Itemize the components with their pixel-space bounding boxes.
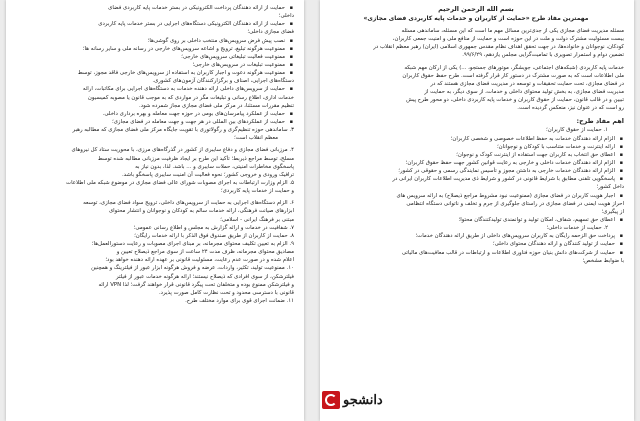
text-line: ۱۱. ضمانت اجرای قوی برای موارد مختلف طرح. bbox=[185, 297, 294, 304]
text-line: تنظیم مقررات مستثنا، در مرکز ملی فضای مجازی مجاز شمرده شود. bbox=[139, 102, 294, 109]
list-item: ▪ پاسخگویی تلفنی مطابق با شرایط قانونی در کشور و شرایط ذی مدیریت اطلاعات کاربران ایرانی در bbox=[328, 175, 624, 183]
list-item: ▪ اجبار هویت کاربران در فضای مجازی (ممنوعیت نبود مشروط مراجع ذیصلاح) به ارائه سرویس های bbox=[328, 192, 624, 200]
intro-line: تضمین دوام و استمرار تصویری با تمامیت‌گرایی مجلس یازدهم، ۹۹/۶/۲۹. bbox=[462, 52, 624, 59]
list-item: احراز هویت ایمنی در فضای مجازی در راستای جلوگیری از جرم و تخلف و ناتوانی دستگاه انتظامی bbox=[406, 200, 624, 207]
text-line: ▪ حمایت از سرویس‌های داخلی ارائه دهنده خدمات به دستگاه‌های اجرایی برای مکاتبات، ارائه bbox=[14, 85, 294, 93]
left-page bbox=[6, 0, 304, 421]
text-line: ۴. مرزبانی فضای مجازی و دفاع سایبری از کشور در گذرگاه‌های مرزی، با محوریت ستاد کل نیروهای bbox=[71, 147, 294, 154]
text-line: داخلی؛ bbox=[278, 13, 294, 20]
text-line: ۷. شفافیت در خدمات و ارائه گزارش به مجلس و اطلاع رسانی عمومی؛ bbox=[133, 224, 294, 231]
text-line: و فیلترشکن ممنوع بوده و متخلفان تحت پیگرد قانونی قرار خواهند گرفت؛ لذا VPN ارائه bbox=[98, 281, 294, 288]
text-line: مسلح، توسط مراجع ذیربط؛ تأکید این طرح بر ایجاد ظرفیت مرزبانی مطالبه شده توسط bbox=[97, 155, 294, 162]
intro-line: در فضای مجازی، تحت حمایت تحقیقات و توسعه در مدیریت فضای مجازی هستند که در bbox=[430, 80, 624, 87]
text-line: ▪ ممنوعیت هرگونه دعوت و اجبار کاربران به استفاده از سرویس‌های خارجی فاقد مجوز، توسط bbox=[14, 69, 294, 77]
text-line: ▪ ممنوعیت هرگونه تبلیغ، ترویج و اشاعه سرویس‌های خارجی در رسانه ملی و سایر رسانه ها؛ bbox=[14, 45, 294, 53]
text-line: ۶. الزام دستگاه‌های اجرایی به حمایت از سرویس‌های داخلی، ترویج سواد فضای مجازی، توسعه bbox=[83, 200, 294, 207]
text-line: ▪ حمایت از ارائه دهندگان پرداخت الکترونیکی در بستر خدمات پایه کاربردی فضای bbox=[14, 4, 294, 12]
text-line: فیلترشکن، از سوی افرادی که ذیصلاح نیستند؛ ارائه هرگونه خدمات عبور از فیلتر bbox=[116, 273, 294, 280]
provisions-list bbox=[328, 126, 624, 264]
right-page-text bbox=[320, 0, 634, 265]
list-item: با ضوابط مشخص؛ bbox=[582, 257, 624, 264]
right-page bbox=[320, 0, 634, 421]
text-line: مصادیق محتوای مجرمانه، ظرف مدت ۲۴ ساعت از سوی مراجع ذیصلاح تعیین و bbox=[116, 249, 294, 256]
text-line: ▪ حمایت از ارائه دهندگان الکترونیکی دستگاه‌های اجرایی در بستر خدمات پایه کاربردی bbox=[14, 20, 294, 28]
text-line: پاسخگوی مخاطرات امنیتی، حملات سایبری و ... باشد. لذا، بدون نیاز به bbox=[135, 163, 294, 170]
intro-line: خدمات پایه کاربردی (شبکه‌های اجتماعی، جویشگر، موتورهای جستجو، ...) یکی از ارکان مهم شبکه bbox=[404, 64, 624, 71]
list-item: ▪ اعطای حق انتخاب به کاربران جهت استفاده از اینترنت کودک و نوجوان؛ bbox=[328, 151, 624, 159]
list-item: ▪ ارائه اینترنت و خدمات متناسب با کودکان و نوجوانان؛ bbox=[328, 143, 624, 151]
left-page-text bbox=[6, 0, 304, 305]
list-item: داخل کشور؛ bbox=[596, 184, 624, 191]
text-line: ابزارهای صیانت فرهنگی، ارائه خدمات سالم به کودکان و نوجوانان و انتشار محتوای bbox=[108, 208, 294, 215]
text-line: ترافیک ورودی و خروجی کشور؛ نحوه فعالیت آن امنیت سایبری پاسخگو باشد. bbox=[121, 171, 294, 178]
text-line: و حمایت از خدمات پایه کاربردی؛ bbox=[220, 188, 294, 195]
list-item: ▪ الزام ارائه دهندگان خدمات به حفظ اطلاعات خصوصی و شخصی کاربران؛ bbox=[328, 135, 624, 143]
list-item: ▪ الزام ارائه دهندگان خدمات داخلی و خارجی به رعایت قوانین کشور جهت حفظ حقوق کاربران؛ bbox=[328, 159, 624, 167]
intro-line: کودکان، نوجوانان و خانواده‌ها، در جهت تحقق اهداف نظام مقدس جمهوری اسلامی (ایران) رهبر معظم انقلاب در bbox=[373, 44, 624, 51]
watermark-logo bbox=[322, 391, 383, 409]
list-item: ▪ حمایت از تولید کنندگان و ارائه دهندگان محتوای داخلی؛ bbox=[328, 240, 624, 248]
text-line: ▪ نصب پیش فرض سرویس‌های منتخب داخلی بر روی گوشی‌ها؛ bbox=[14, 37, 294, 45]
text-line: قانونی با دسترسی محدود و تحت نظارت کامل صورت پذیرد. bbox=[158, 289, 294, 296]
intro-paragraph bbox=[328, 27, 624, 112]
intro-line: مدیریت فضای مجازی، به بخش تولید محتوای داخلی و خدمات، از سوی دیگر، به حمایت از bbox=[424, 88, 624, 95]
text-line: ▪ حمایت از عملکرد پیامرسان‌های بومی در حوزه جهت معامله و بهره برداری داخلی. bbox=[14, 110, 294, 118]
text-line: معظم انقلاب است؛ bbox=[234, 135, 278, 142]
list-item: ▪ حمایت از شرکت‌های دانش بنیان حوزه فناوری اطلاعات و ارتباطات در قالب معافیت‌های مالیاتی bbox=[328, 249, 624, 257]
logo-mark-icon bbox=[322, 391, 340, 409]
list-item: از پیگیری؛ bbox=[601, 208, 624, 215]
text-line: ۳. ساماندهی حوزه تنظیم‌گری و رگولاتوری با تقویت جایگاه مرکز ملی فضای مجازی که مطالبه رهبر bbox=[72, 127, 294, 134]
list-item: ▪ الزام ارائه دهندگان خدمات خارجی به داشتن مجوز و تأسیس نمایندگی رسمی و حقوقی در کشور؛ bbox=[328, 167, 624, 175]
text-line: دستگاه‌های اجرایی، اصناف و برگزارکنندگان آزمون‌های کشوری. bbox=[152, 78, 294, 85]
bismillah-heading: بسم الله الرحمن الرحیم bbox=[438, 5, 514, 13]
intro-line: بیست مسئولیت مشترک دولت و ملت در این حوزه است و حمایت از منافع ملی و امنیت جمعی کاربران، bbox=[392, 36, 624, 43]
list-item: ۱. حمایت از حقوق کاربران؛ bbox=[546, 127, 608, 134]
list-item: ▪ اعطای حق تسهیم، شفاف، امکان تولید و توانمندی تولیدکنندگان محتوا؛ bbox=[328, 216, 624, 224]
text-line: اعلام شده و در صورت عدم رعایت، مسئولیت قانونی بر عهده ارائه دهنده خواهد بود؛ bbox=[105, 257, 294, 264]
text-line: ۹. الزام به تعیین تکلیف محتوای مجرمانه، بر مبنای اجرای مصوبات و رعایت دستورالعمل‌ها؛ bbox=[91, 240, 294, 247]
text-line: ▪ حمایت از عملکردهای بین المللی در هر جهت و جهت معامله در فضای مجازی؛ bbox=[14, 118, 294, 126]
text-line: ۸. حمایت از کاربران از طریق صندوق فوق الذکر با ارائه خدمات رایگان؛ bbox=[134, 232, 294, 239]
text-line: ▪ ممنوعیت فعالیت تبلیغاتی سرویس‌های خارجی؛ bbox=[14, 53, 294, 61]
list-item: ▪ پرداخت حق الزحمه رایگان به کاربران سرویس‌های داخلی از طریق ارائه دهندگان خدمات؛ bbox=[328, 232, 624, 240]
text-line: مبتنی بر فرهنگ ایرانی - اسلامی؛ bbox=[220, 216, 294, 223]
text-line: ▪ ممنوعیت تبلیغات در سرویس‌های خارجی؛ bbox=[14, 61, 294, 69]
text-line: ۵. الزام وزارت ارتباطات به اجرای مصوبات شورای عالی فضای مجازی در موضوع شبکه ملی اطلاعات bbox=[66, 179, 294, 186]
intro-line: رو است که در عنوان نیز، منعکس گردیده است. bbox=[517, 105, 624, 112]
text-line: خدمات اداری، اطلاع رسانی و تبلیغات مگر در مواردی که به موجب قانون یا مصوبه کمیسیون bbox=[87, 94, 294, 101]
list-item: ۲. حمایت از خدمات داخلی؛ bbox=[546, 225, 608, 232]
logo-text: دانشجو bbox=[343, 392, 383, 408]
intro-line: ملی اطلاعات است که به صورت مشترک در دستور کار قرار گرفته است. طرح حفظ حقوق کاربران bbox=[402, 72, 624, 79]
intro-line: تبیین و در قالب قانون، حمایت از حقوق کاربران و خدمات پایه کاربردی داخلی، دو محور طرح پیش bbox=[406, 97, 624, 104]
document-title: مهمترین مفاد طرح «حمایت از کاربران و خدمات پایه کاربردی فضای مجازی» bbox=[363, 15, 589, 22]
section-heading: اهم مفاد طرح: bbox=[576, 117, 624, 126]
text-line: ۱۰. ممنوعیت تولید، تکثیر، واردات، عرضه و فروش هرگونه ابزار عبور از فیلترینگ و همچنین bbox=[91, 265, 294, 272]
intro-line: مسئله مدیریت فضای مجازی یکی از جدی‌ترین مسائل مهم ما است که این مسئله، ساماندهی مسئله bbox=[401, 28, 624, 34]
text-line: فضای مجازی داخلی؛ bbox=[247, 29, 294, 36]
